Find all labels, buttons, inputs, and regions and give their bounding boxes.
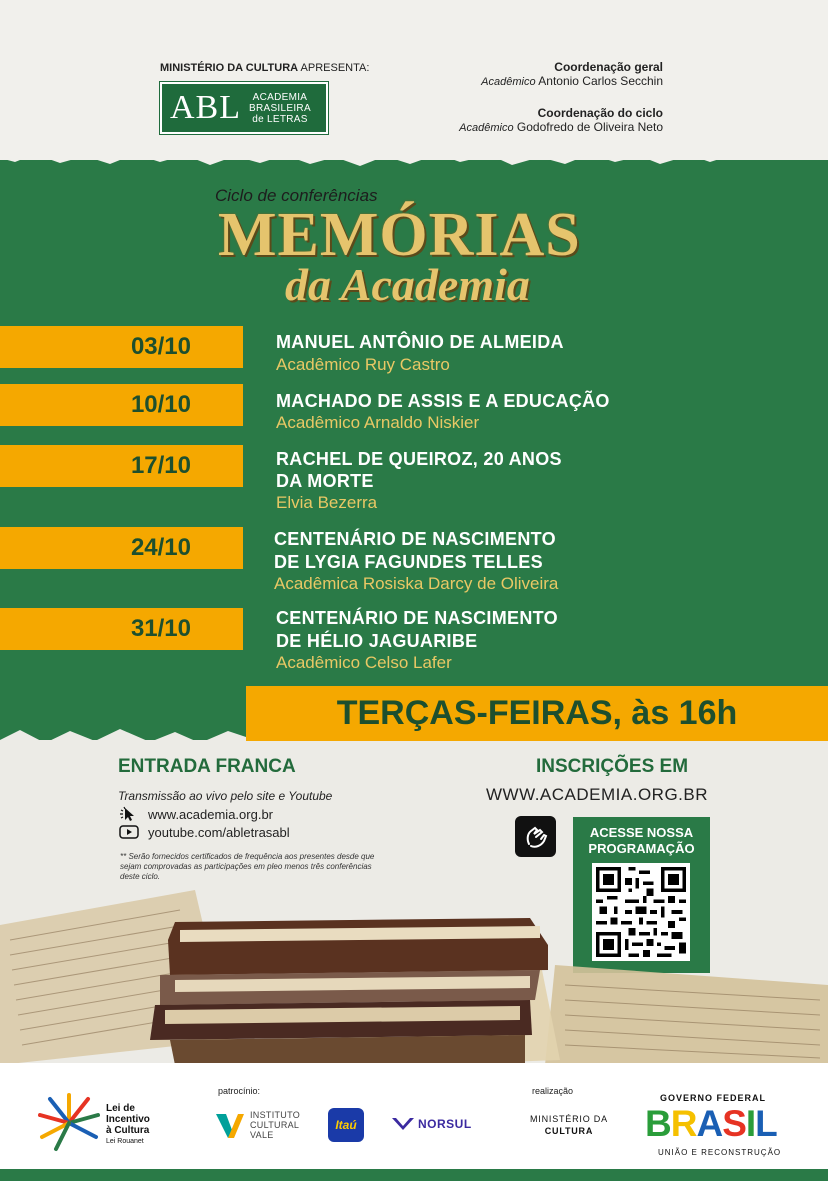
lecture-title-cont: DE HÉLIO JAGUARIBE: [276, 631, 478, 651]
lecture-title: MACHADO DE ASSIS E A EDUCAÇÃO: [276, 391, 610, 411]
lecture-speaker: Acadêmico Celso Lafer: [276, 653, 452, 672]
realizacao-label: realização: [532, 1086, 574, 1096]
youtube-link[interactable]: youtube.com/abletrasabl: [148, 824, 290, 840]
date-tab: 17/10: [0, 445, 243, 487]
youtube-link-row[interactable]: [118, 824, 290, 840]
coord-geral: Coordenação geral Acadêmico Antonio Carlos Secchin: [481, 60, 663, 88]
lecture-title: CENTENÁRIO DE NASCIMENTO: [276, 608, 558, 628]
governo-federal-label: GOVERNO FEDERAL: [660, 1093, 767, 1103]
abl-logo-name: ACADEMIA BRASILEIRA de LETRAS: [249, 91, 311, 125]
inscricoes-heading: INSCRIÇÕES EM: [536, 756, 689, 777]
lecture-title-cont: DE LYGIA FAGUNDES TELLES: [274, 552, 543, 572]
itau-logo: Itaú: [328, 1108, 364, 1142]
date-tab: 10/10: [0, 384, 243, 426]
lecture-title: RACHEL DE QUEIROZ, 20 ANOS: [276, 449, 562, 469]
footer-bar: [0, 1169, 828, 1181]
mouse-pointer-icon: [118, 806, 140, 822]
patrocinio-label: patrocínio:: [218, 1086, 261, 1096]
schedule-banner: TERÇAS-FEIRAS, às 16h: [246, 686, 828, 741]
date-tab: 03/10: [0, 326, 243, 368]
books-illustration: [0, 880, 828, 1070]
uniao-reconstrucao-label: UNIÃO E RECONSTRUÇÃO: [658, 1148, 782, 1157]
lei-incentivo-logo-icon: [36, 1093, 102, 1153]
date-tab: 31/10: [0, 608, 243, 650]
lei-incentivo-text: Lei de Incentivo à Cultura Lei Rouanet: [106, 1103, 150, 1145]
abl-logo: [160, 82, 328, 134]
lecture-title: MANUEL ANTÔNIO DE ALMEIDA: [276, 332, 564, 352]
lecture-speaker: Elvia Bezerra: [276, 493, 378, 512]
coord-ciclo: Coordenação do ciclo Acadêmico Godofredo de Oliveira Neto: [459, 106, 663, 134]
torn-paper-top: [0, 140, 828, 180]
qr-label: ACESSE NOSSA PROGRAMAÇÃO: [588, 825, 695, 856]
instituto-vale-logo: INSTITUTO CULTURAL VALE: [214, 1110, 300, 1140]
lecture-speaker: Acadêmico Arnaldo Niskier: [276, 413, 480, 432]
lecture-speaker: Acadêmico Ruy Castro: [276, 355, 450, 374]
date-tab: 24/10: [0, 527, 243, 569]
ministerio-cultura-logo: MINISTÉRIO DA CULTURA: [530, 1114, 608, 1136]
norsul-logo: NORSUL: [392, 1117, 472, 1131]
transmission-text: Transmissão ao vivo pelo site e Youtube: [118, 789, 333, 803]
brasil-logo: BRASIL: [645, 1103, 777, 1144]
title-academia: da Academia: [285, 259, 530, 310]
inscricoes-site[interactable]: WWW.ACADEMIA.ORG.BR: [486, 785, 708, 804]
vale-icon: [214, 1110, 244, 1140]
entrada-franca: ENTRADA FRANCA: [118, 756, 296, 777]
lecture-speaker: Acadêmica Rosiska Darcy de Oliveira: [274, 574, 559, 593]
site-link-row[interactable]: [118, 806, 273, 822]
lecture-title-cont: DA MORTE: [276, 471, 374, 491]
cycle-subtitle: Ciclo de conferências: [215, 186, 378, 205]
title-memorias: MEMÓRIAS: [218, 201, 581, 269]
site-link[interactable]: www.academia.org.br: [148, 806, 273, 822]
lecture-title: CENTENÁRIO DE NASCIMENTO: [274, 529, 556, 549]
youtube-icon: [118, 824, 140, 840]
norsul-icon: [392, 1118, 414, 1130]
abl-logo-mark: ABL: [170, 89, 241, 126]
certificate-note: ** Serão fornecidos certificados de frequência aos presentes desde que sejam comprovadas as participações em pleo menos três conferências deste ciclo.: [120, 852, 375, 881]
sign-language-icon: [515, 816, 556, 857]
presents-line: MINISTÉRIO DA CULTURA APRESENTA:: [160, 62, 370, 74]
